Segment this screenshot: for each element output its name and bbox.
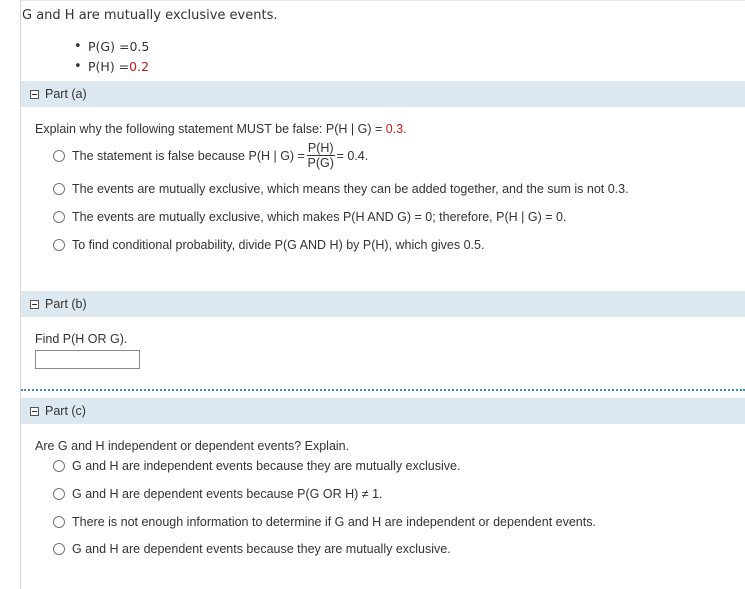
givens-list: [74, 36, 149, 76]
fraction-numerator: P(H): [307, 141, 334, 155]
option-text: There is not enough information to determine if G and H are independent or dependent events.: [72, 515, 596, 529]
bullet-icon: •: [74, 38, 82, 54]
intro-text: G and H are mutually exclusive events.: [22, 8, 278, 23]
part-b-header[interactable]: [21, 291, 745, 317]
part-b-question: Find P(H OR G).: [35, 332, 128, 346]
collapse-icon[interactable]: [30, 407, 39, 416]
option-text: G and H are independent events because they are mutually exclusive.: [72, 459, 461, 473]
part-c-header[interactable]: [21, 398, 745, 424]
radio-button[interactable]: [53, 183, 65, 195]
answer-input[interactable]: [35, 350, 140, 369]
option-text: The events are mutually exclusive, which makes P(H AND G) = 0; therefore, P(H | G) = 0.: [72, 210, 567, 224]
collapse-icon[interactable]: [30, 300, 39, 309]
part-a-question: [35, 122, 407, 136]
bullet-icon: •: [74, 58, 82, 74]
radio-button[interactable]: [53, 211, 65, 223]
option-text: G and H are dependent events because they are mutually exclusive.: [72, 542, 451, 556]
option-text: To find conditional probability, divide P(G AND H) by P(H), which gives 0.5.: [72, 238, 485, 252]
part-a-option-4[interactable]: [53, 238, 484, 252]
part-c-option-3[interactable]: [53, 515, 596, 529]
fraction: [307, 142, 335, 170]
option-text: = 0.4.: [336, 149, 369, 163]
fraction-denominator: P(G): [307, 156, 334, 170]
radio-button[interactable]: [53, 150, 65, 162]
radio-button[interactable]: [53, 460, 65, 472]
given-item: [74, 36, 149, 56]
given-value: 0.5: [129, 38, 150, 54]
option-text: The statement is false because P(H | G) =: [72, 149, 305, 163]
collapse-icon[interactable]: [30, 90, 39, 99]
given-label: P(G) =: [88, 38, 130, 54]
given-value: 0.2: [129, 58, 150, 74]
option-text: G and H are dependent events because P(G OR H) ≠ 1.: [72, 487, 383, 501]
part-c-option-1[interactable]: [53, 459, 460, 473]
question-value: 0.3.: [385, 122, 407, 136]
option-text: The events are mutually exclusive, which means they can be added together, and the sum is not 0.3.: [72, 182, 629, 196]
part-a-option-1[interactable]: [53, 142, 368, 170]
part-c-option-2[interactable]: [53, 487, 383, 501]
radio-button[interactable]: [53, 239, 65, 251]
part-c-title: Part (c): [45, 404, 86, 418]
part-a-option-2[interactable]: [53, 182, 629, 196]
part-c-option-4[interactable]: [53, 542, 451, 556]
part-c-question: Are G and H independent or dependent events? Explain.: [35, 439, 350, 453]
part-a-title: Part (a): [45, 87, 87, 101]
part-a-header[interactable]: [21, 81, 745, 107]
question-text: Explain why the following statement MUST be false: P(H | G) =: [35, 122, 386, 136]
radio-button[interactable]: [53, 516, 65, 528]
radio-button[interactable]: [53, 488, 65, 500]
given-label: P(H) =: [88, 58, 130, 74]
divider: [21, 389, 745, 391]
part-b-title: Part (b): [45, 297, 87, 311]
given-item: [74, 56, 149, 76]
part-a-option-3[interactable]: [53, 210, 566, 224]
radio-button[interactable]: [53, 543, 65, 555]
